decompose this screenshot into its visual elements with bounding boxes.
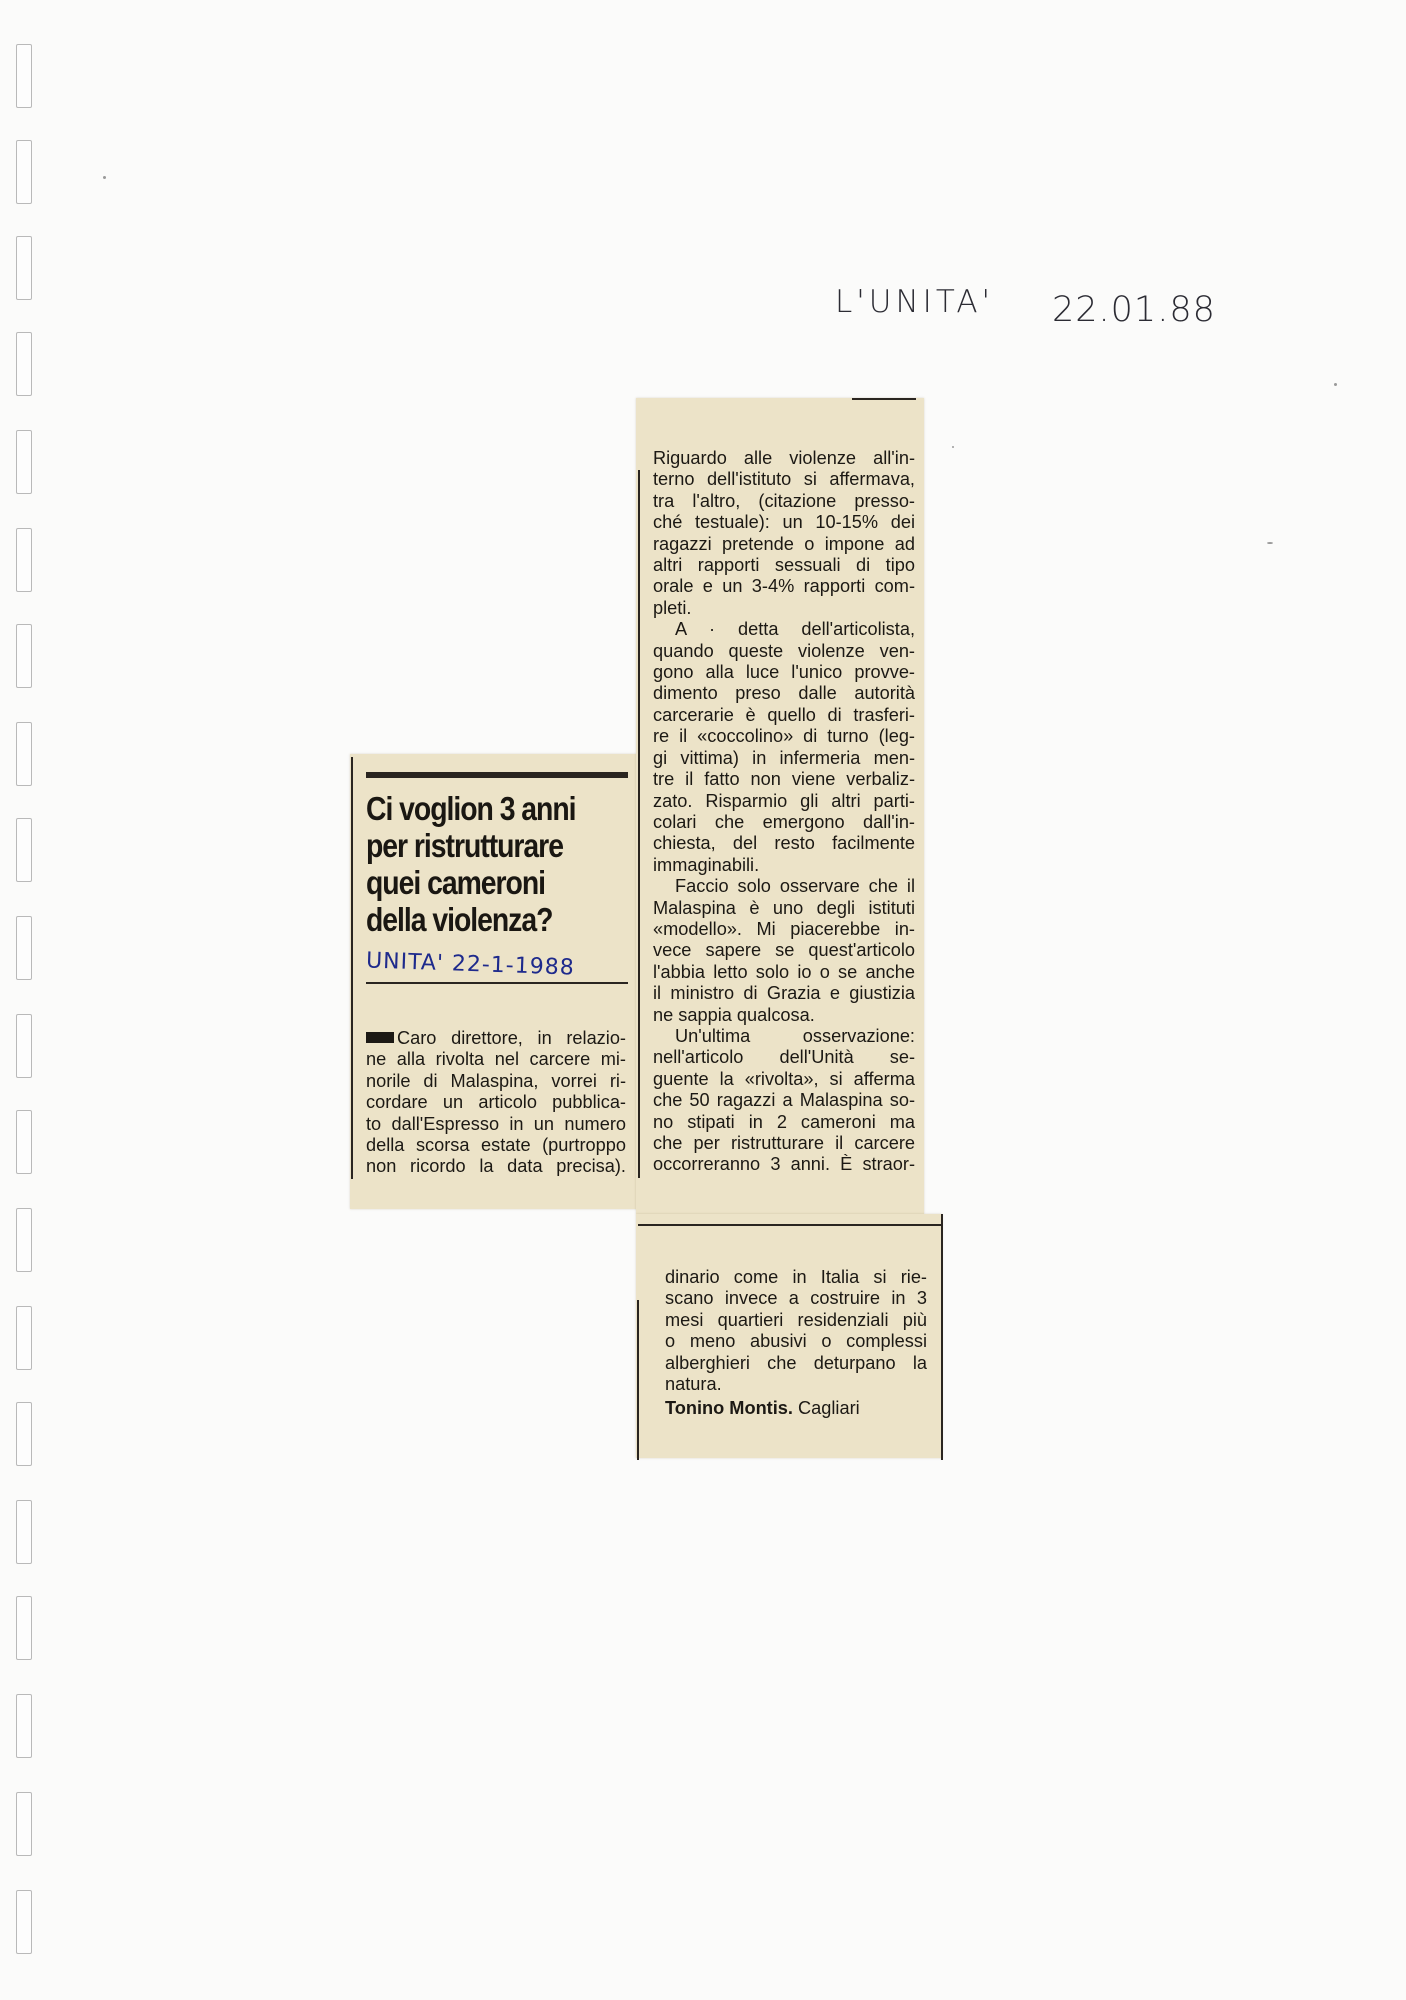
text-line: alberghieri che deturpano la [665,1352,927,1373]
text-line: gi vittima) in infermeria men- [653,747,915,768]
handwritten-newspaper-name: L'UNITA' [835,284,995,320]
text-line: terno dell'istituto si affermava, [653,469,915,490]
text-line: che 50 ragazzi a Malaspina so- [653,1090,915,1111]
text-line: no stipati in 2 cameroni ma [653,1111,915,1132]
dust-speck [952,446,954,448]
text-line: non ricordo la data precisa). [366,1156,626,1177]
text-line: o meno abusivi o complessi [665,1331,927,1352]
text-line: occorreranno 3 anni. È straor- [653,1154,915,1175]
text-line: ne alla rivolta nel carcere mi- [366,1049,626,1070]
punch-hole [16,818,32,882]
text-line: quando queste violenze ven- [653,640,915,661]
punch-hole [16,1596,32,1660]
text-line: to dall'Espresso in un numero [366,1113,626,1134]
signature-city: Cagliari [798,1398,860,1419]
bottom-section-rule [638,1224,942,1226]
punch-hole [16,140,32,204]
text-line: della scorsa estate (purtroppo [366,1135,626,1156]
punch-hole [16,1402,32,1466]
text-line: scano invece a costruire in 3 [665,1288,927,1309]
punch-hole [16,528,32,592]
text-line: «modello». Mi piacerebbe in- [653,918,915,939]
column-rule-right [941,1214,943,1460]
text-line: tra l'altro, (citazione presso- [653,490,915,511]
punch-hole [16,332,32,396]
column-rule-bottom [637,1300,639,1460]
text-line: Malaspina è uno degli istituti [653,897,915,918]
text-line: natura. [665,1374,722,1395]
text-line: cordare un articolo pubblica- [366,1092,626,1113]
text-line: ne sappia qualcosa. [653,1004,815,1025]
handwritten-date: 22.01.88 [1052,290,1216,330]
text-line: ché testuale): un 10-15% dei [653,512,915,533]
column-rule-middle [638,470,640,1178]
dust-speck [103,176,106,179]
punch-hole [16,236,32,300]
text-line: pleti. [653,597,692,618]
text-line: norile di Malaspina, vorrei ri- [366,1070,626,1091]
top-corner-rule [852,398,916,400]
punch-hole [16,624,32,688]
punch-hole [16,1208,32,1272]
headline-bottom-rule [366,982,628,984]
punch-hole [16,1792,32,1856]
text-line: Un'ultima osservazione: [675,1025,915,1046]
headline-line: per ristrutturare [366,827,563,864]
column-rule-left [351,757,353,1179]
text-line: altri rapporti sessuali di tipo [653,555,915,576]
headline [366,790,594,938]
dust-speck [1334,383,1337,386]
punch-hole [16,1500,32,1564]
text-line: che per ristrutturare il carcere [653,1133,915,1153]
headline-line: quei cameroni [366,864,546,901]
text-line: re il «coccolino» di turno (leg- [653,726,915,747]
punch-hole [16,722,32,786]
punch-hole [16,1014,32,1078]
headline-top-rule [366,772,628,778]
punch-hole [16,1694,32,1758]
text-line: vece sapere se quest'articolo [653,940,915,961]
text-line: l'abbia letto solo io o se anche [653,961,915,982]
handwritten-note: UNITA' 22-1-1988 [365,948,576,981]
text-line: dinario come in Italia si rie- [665,1267,927,1287]
text-line: Faccio solo osservare che il [675,876,915,897]
punch-hole [16,1890,32,1954]
punch-hole [16,1306,32,1370]
text-line: chiesta, del resto facilmente [653,833,915,854]
punch-hole [16,916,32,980]
dust-speck [1267,542,1273,544]
text-line: guente la «rivolta», si afferma [653,1068,915,1089]
text-line: tre il fatto non viene verbaliz- [653,769,915,790]
headline-line: Ci voglion 3 anni [366,790,576,827]
letter-column-2 [653,448,915,1176]
text-line: Riguardo alle violenze all'in- [653,448,915,468]
text-line: nell'articolo dell'Unità se- [653,1047,915,1068]
signature-name: Tonino Montis. [665,1398,793,1419]
text-line: mesi quartieri residenziali più [665,1309,927,1330]
text-line: colari che emergono dall'in- [653,811,915,832]
punch-hole [16,430,32,494]
text-line: zato. Risparmio gli altri parti- [653,790,915,811]
text-line: gono alla luce l'unico provve- [653,662,915,683]
headline-line: della violenza? [366,901,553,938]
signature [665,1398,927,1419]
text-line: il ministro di Grazia e giustizia [653,983,915,1004]
text-line: dimento preso dalle autorità [653,683,915,704]
text-line: immaginabili. [653,854,760,875]
punch-hole [16,44,32,108]
text-line: orale e un 3-4% rapporti com- [653,576,915,597]
text-line: ragazzi pretende o impone ad [653,533,915,554]
text-line: Caro direttore, in relazio- [366,1028,626,1049]
paragraph-marker [366,1032,394,1043]
text-line: A · detta dell'articolista, [675,619,915,640]
text-line: carcerarie è quello di trasferi- [653,704,915,725]
punch-hole [16,1110,32,1174]
letter-column-1 [366,1028,626,1178]
letter-column-3 [665,1267,927,1420]
